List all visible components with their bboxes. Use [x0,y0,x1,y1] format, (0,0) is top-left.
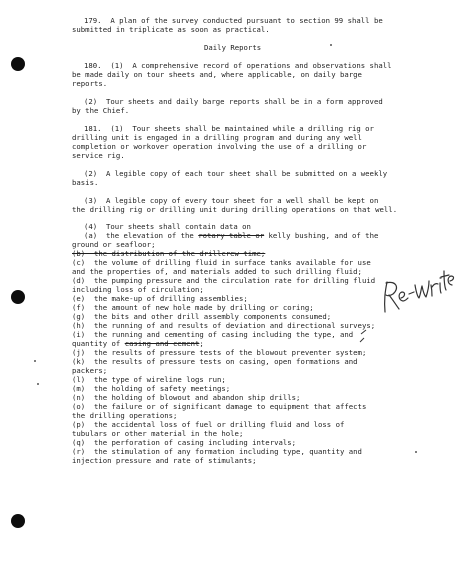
section-181-line: completion or workover operation involving the use of a drilling or [72,142,367,151]
list-item-a-text: kelly bushing, and of the [264,231,379,240]
list-item-l: (l) the type of wireline logs run; [72,375,226,384]
list-item-p: (p) the accidental loss of fuel or drilling fluid and loss of [72,420,345,429]
list-item-i: (i) the running and cementing of casing including the type, and [72,330,354,339]
struck-text: casing and cement [124,339,200,348]
list-item-c-continued: and the properties of, and materials added to such drilling fluid; [72,267,362,276]
section-181-line: (2) A legible copy of each tour sheet shall be submitted on a weekly [84,169,388,178]
list-item-i-text: ; [199,339,204,348]
list-item-p-continued: tubulars or other material in the hole; [72,429,244,438]
section-181-line: drilling unit is engaged in a drilling program and during any well [72,133,362,142]
list-item-j: (j) the results of pressure tests of the blowout preventer system; [72,348,367,357]
list-item-o: (o) the failure or of significant damage to equipment that affects [72,402,367,411]
list-item-o-continued: the drilling operations; [72,411,178,420]
list-item-a-continued: ground or seafloor; [72,240,156,249]
list-item-h: (h) the running of and results of deviation and directional surveys; [72,321,376,330]
list-item-a-text: (a) the elevation of the [84,231,199,240]
list-item-k-continued: packers; [72,366,108,375]
list-item-c: (c) the volume of drilling fluid in surface tanks available for use [72,258,371,267]
section-heading: Daily Reports [204,43,262,52]
list-item-r-continued: injection pressure and rate of stimulants; [72,456,257,465]
list-item-m: (m) the holding of safety meetings; [72,384,231,393]
section-179-line: submitted in triplicate as soon as practical. [72,25,270,34]
list-item-f: (f) the amount of new hole made by drilling or coring; [72,303,314,312]
list-item-d-continued: including loss of circulation; [72,285,204,294]
list-item-n: (n) the holding of blowout and abandon ship drills; [72,393,301,402]
struck-text: rotary table or [198,231,265,240]
section-180-line: by the Chief. [72,106,130,115]
section-180-line: (2) Tour sheets and daily barge reports shall be in a form approved [84,97,383,106]
list-item-g: (g) the bits and other drill assembly components consumed; [72,312,332,321]
list-item-r: (r) the stimulation of any formation including type, quantity and [72,447,362,456]
list-item-q: (q) the perforation of casing including intervals; [72,438,297,447]
section-181-line: 181. (1) Tour sheets shall be maintained while a drilling rig or [84,124,374,133]
list-item-k: (k) the results of pressure tests on casing, open formations and [72,357,358,366]
section-181-line: basis. [72,178,99,187]
section-180-line: be made daily on tour sheets and, where applicable, on daily barge [72,70,362,79]
list-item-d: (d) the pumping pressure and the circulation rate for drilling fluid [72,276,376,285]
list-item-i-text: quantity of [72,339,125,348]
struck-text: (b) the distribution of the drillcrew time; [72,249,266,258]
section-181-line: the drilling rig or drilling unit during drilling operations on that well. [72,205,398,214]
section-179-line: 179. A plan of the survey conducted pursuant to section 99 shall be [84,16,383,25]
subsection-4-intro: (4) Tour sheets shall contain data on [84,222,251,231]
section-181-line: (3) A legible copy of every tour sheet for a well shall be kept on [84,196,379,205]
section-181-line: service rig. [72,151,125,160]
section-180-line: reports. [72,79,108,88]
section-180-line: 180. (1) A comprehensive record of operations and observations shall [84,61,392,70]
list-item-e: (e) the make-up of drilling assemblies; [72,294,248,303]
